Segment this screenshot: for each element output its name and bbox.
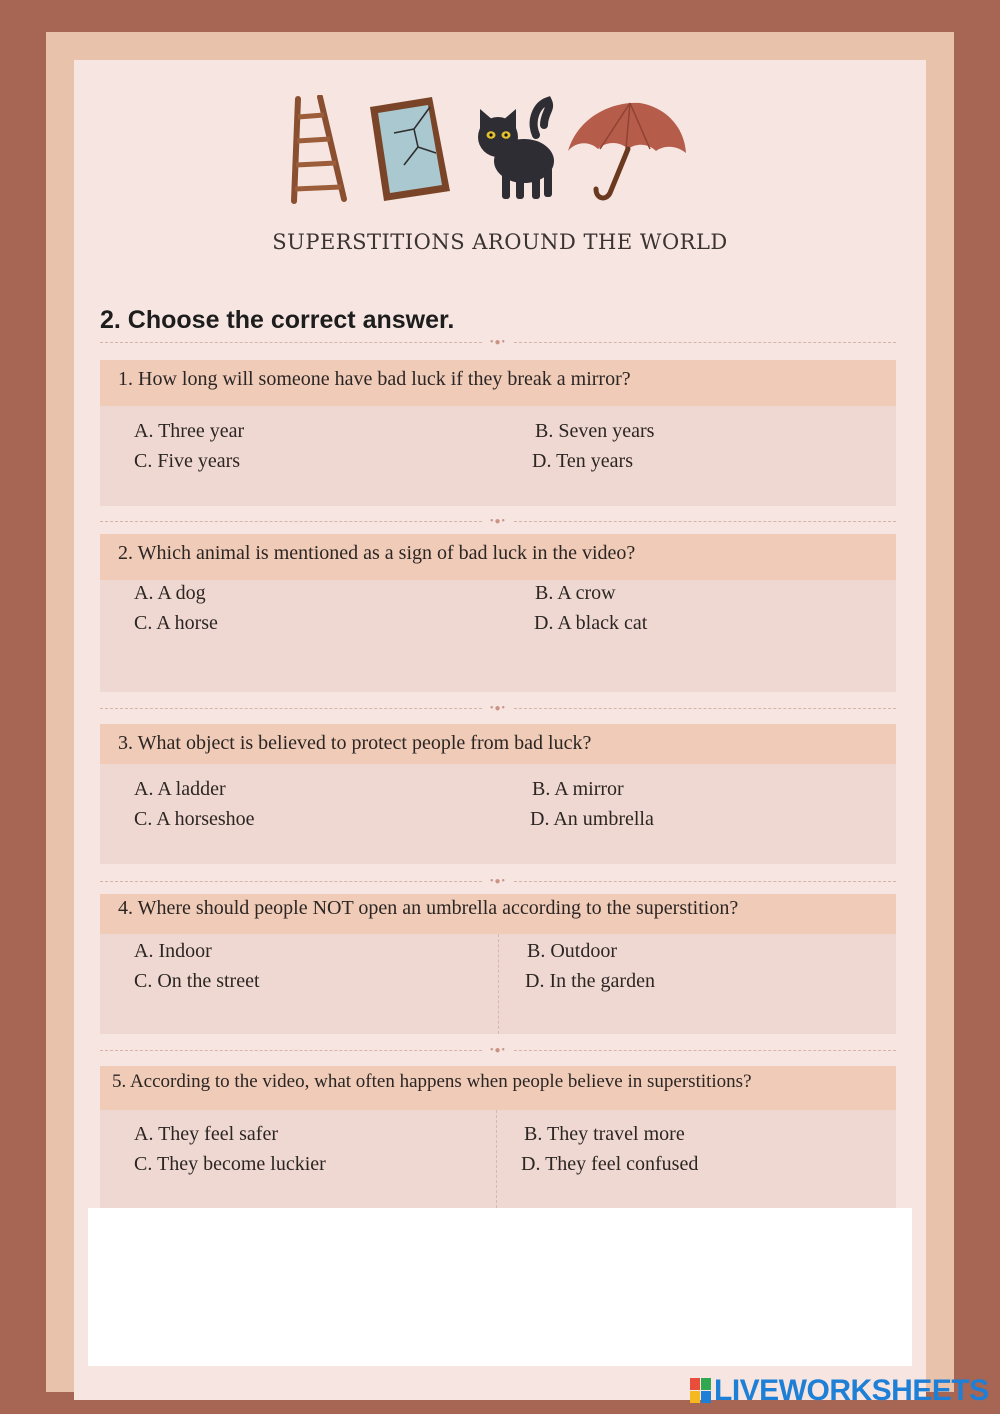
option-a[interactable]: A. Three year [134,420,245,442]
option-a[interactable]: A. A dog [134,582,206,604]
option-d[interactable]: D. They feel confused [521,1153,699,1175]
broken-mirror-icon [364,95,456,205]
section-divider: •●• [100,877,896,887]
option-a[interactable]: A. A ladder [134,778,226,800]
question-text: 5. According to the video, what often happens when people believe in superstitions? [112,1071,752,1092]
section-divider: •●• [100,517,896,527]
question-text: 1. How long will someone have bad luck if they break a mirror? [118,368,631,390]
option-b[interactable]: B. A crow [535,582,616,604]
logo-text: LIVEWORKSHEETS [714,1374,989,1407]
question-card-2 [100,534,896,692]
option-c[interactable]: C. On the street [134,970,260,992]
question-text: 3. What object is believed to protect people from bad luck? [118,732,592,754]
section-divider: •●• [100,704,896,714]
section-divider: •●• [100,338,896,348]
question-card-1 [100,360,896,506]
option-b[interactable]: B. Outdoor [527,940,617,962]
option-c[interactable]: C. Five years [134,450,241,472]
option-a[interactable]: A. Indoor [134,940,212,962]
option-c[interactable]: C. A horseshoe [134,808,255,830]
question-text: 2. Which animal is mentioned as a sign of bad luck in the video? [118,542,636,564]
option-d[interactable]: D. A black cat [534,612,648,634]
exercise-heading: 2. Choose the correct answer. [100,306,455,334]
option-c[interactable]: C. A horse [134,612,218,634]
section-divider: •●• [100,1046,896,1056]
ladder-icon [290,95,352,205]
option-b[interactable]: B. Seven years [535,420,655,442]
question-text: 4. Where should people NOT open an umbrella according to the superstition? [118,897,739,919]
option-a[interactable]: A. They feel safer [134,1123,279,1145]
option-c[interactable]: C. They become luckier [134,1153,326,1175]
worksheet-title: SUPERSTITIONS AROUND THE WORLD [272,230,728,254]
option-d[interactable]: D. An umbrella [530,808,654,830]
question-card-4 [100,894,896,1034]
option-d[interactable]: D. In the garden [525,970,655,992]
option-b[interactable]: B. They travel more [524,1123,685,1145]
option-d[interactable]: D. Ten years [532,450,633,472]
umbrella-icon [564,95,690,205]
black-cat-icon [470,95,562,205]
question-card-5 [100,1066,896,1208]
liveworksheets-logo-icon [690,1378,712,1404]
option-b[interactable]: B. A mirror [532,778,624,800]
question-card-3 [100,724,896,864]
answer-blank-area [88,1208,912,1366]
